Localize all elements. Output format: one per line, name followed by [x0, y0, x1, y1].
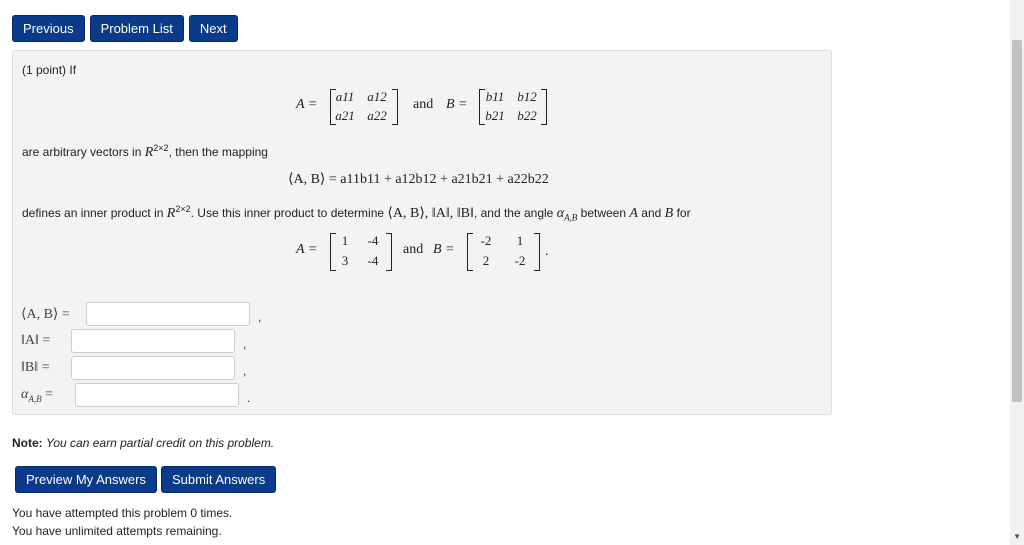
separator: ,	[258, 310, 262, 324]
problem-text-line2: are arbitrary vectors in $R^{2\times 2}$, then the mapping	[22, 143, 268, 160]
generic-matrix-a-label: A =	[296, 97, 318, 112]
matrix-b-label: B =	[433, 242, 455, 257]
matrix-a-cell: -4	[367, 253, 379, 268]
problem-panel	[12, 50, 832, 415]
bracket	[534, 233, 540, 271]
separator: ,	[243, 364, 247, 378]
angle-input[interactable]	[75, 383, 239, 407]
note: Note: You can earn partial credit on this problem.	[12, 436, 275, 450]
period: .	[545, 244, 549, 259]
generic-a12: a12	[367, 89, 387, 104]
inner-product-input[interactable]	[86, 302, 250, 326]
and-text: and	[413, 97, 434, 112]
previous-button[interactable]: Previous	[12, 15, 85, 42]
generic-matrix-b-label: B =	[446, 97, 468, 112]
inner-product-mapping: ⟨A, B⟩ = a11b11 + a12b12 + a21b21 + a22b22	[288, 172, 549, 187]
answer-label-angle: $\alpha_{A,B}$ =	[21, 387, 54, 404]
bracket	[386, 233, 392, 271]
problem-navigation	[12, 15, 238, 42]
matrix-b-cell: -2	[480, 233, 492, 248]
answer-label-inner-product: ⟨A, B⟩ =	[21, 307, 70, 322]
generic-b12: b12	[517, 89, 537, 104]
matrix-b-cell: 2	[482, 253, 490, 268]
problem-list-button[interactable]: Problem List	[90, 15, 184, 42]
preview-answers-button[interactable]: Preview My Answers	[15, 466, 157, 493]
scrollbar-thumb[interactable]	[1012, 40, 1022, 402]
norm-a-input[interactable]	[71, 329, 235, 353]
next-button[interactable]: Next	[189, 15, 238, 42]
and-text: and	[403, 242, 424, 257]
matrix-a-cell: 1	[341, 233, 349, 248]
norm-b-input[interactable]	[71, 356, 235, 380]
generic-a22: a22	[367, 108, 387, 123]
answer-label-norm-a: ‖A‖ =	[21, 333, 51, 348]
submit-answers-button[interactable]: Submit Answers	[161, 466, 276, 493]
separator: .	[247, 391, 251, 405]
scroll-down-arrow-icon[interactable]: ▼	[1013, 532, 1021, 541]
generic-a11: a11	[335, 89, 355, 104]
bracket	[541, 89, 547, 125]
matrix-b-cell: -2	[514, 253, 526, 268]
attempts-text: You have attempted this problem 0 times.	[12, 506, 233, 520]
generic-b22: b22	[517, 108, 537, 123]
matrix-a-label: A =	[296, 242, 318, 257]
matrix-a-cell: 3	[341, 253, 349, 268]
problem-text-line3: defines an inner product in $R^{2\times 2}$. Use this inner product to determine ⟨A, B⟩, ‖A‖, ‖B‖, and the angle $\alpha_{A,B}$ between A and B for	[22, 204, 691, 223]
answer-label-norm-b: ‖B‖ =	[21, 360, 50, 375]
scrollbar[interactable]	[1010, 0, 1024, 545]
points-label: (1 point) If	[22, 63, 77, 77]
remaining-attempts-text: You have unlimited attempts remaining.	[12, 524, 222, 538]
matrix-b-cell: 1	[516, 233, 524, 248]
separator: ,	[243, 337, 247, 351]
generic-b11: b11	[485, 89, 505, 104]
matrix-a-cell: -4	[367, 233, 379, 248]
bracket	[392, 89, 398, 125]
generic-a21: a21	[335, 108, 355, 123]
bracket	[467, 233, 473, 271]
generic-b21: b21	[485, 108, 505, 123]
